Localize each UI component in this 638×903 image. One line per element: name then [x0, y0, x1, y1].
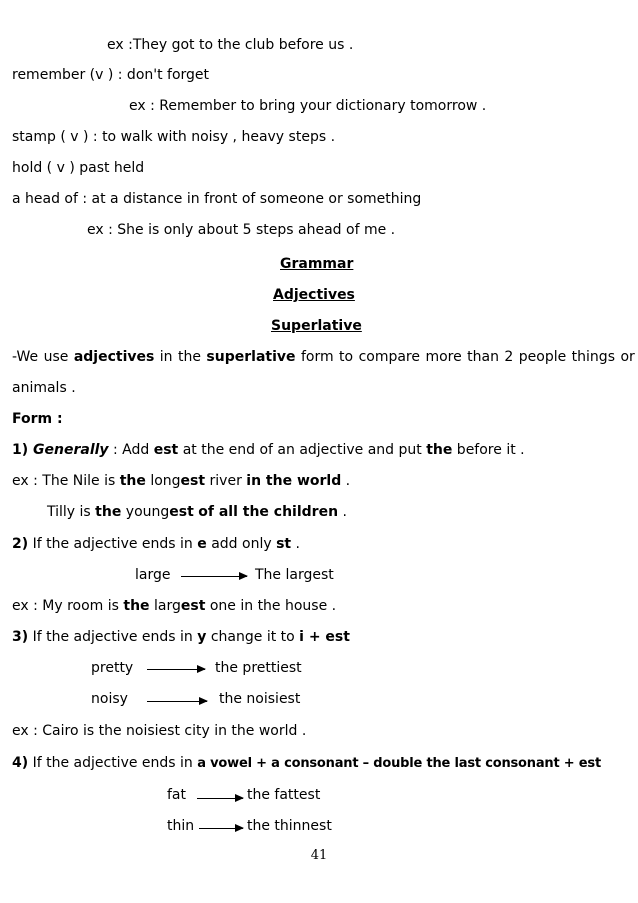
ex-keyword: the: [95, 504, 122, 520]
pair-to: the prettiest: [215, 660, 302, 676]
rule-keyword: a vowel + a consonant – double the last consonant + est: [197, 756, 601, 771]
ex-text: Tilly is: [47, 504, 96, 520]
arrow-icon: [197, 798, 243, 799]
ex-keyword: in the world: [246, 473, 342, 489]
intro-keyword: adjectives: [73, 349, 155, 365]
rule-text: change it to: [206, 629, 300, 645]
example-tilly: [47, 503, 347, 521]
form-label: Form :: [12, 411, 63, 427]
ex-keyword: the: [119, 473, 146, 489]
ex-text: .: [341, 473, 351, 489]
ex-text: long: [145, 473, 181, 489]
arrow-icon: [199, 828, 243, 829]
example-nile: [12, 472, 350, 490]
ex-text: one in the house .: [205, 598, 337, 614]
arrow-icon: [181, 576, 247, 577]
ex-text: river: [205, 473, 247, 489]
example-cairo: ex : Cairo is the noisiest city in the world .: [12, 723, 307, 739]
rule-keyword: st: [276, 536, 292, 552]
rule-text: add only: [206, 536, 277, 552]
rule-2: [12, 535, 300, 553]
rule-text: If the adjective ends in: [28, 536, 198, 552]
pair-from: pretty: [91, 660, 134, 676]
rule-text: at the end of an adjective and put: [178, 442, 427, 458]
intro-line-cont: animals .: [12, 380, 76, 396]
ex-text: .: [338, 504, 347, 520]
pair-from: noisy: [91, 691, 128, 707]
rule-1: [12, 441, 525, 459]
vocab-line: stamp ( v ) : to walk with noisy , heavy steps .: [12, 129, 336, 145]
example-room: [12, 597, 336, 615]
pair-to: the noisiest: [219, 691, 301, 707]
ex-keyword: est: [169, 504, 194, 520]
example-line: ex : Remember to bring your dictionary tomorrow .: [129, 98, 487, 114]
rule-number: 4): [12, 755, 29, 771]
rule-text: .: [291, 536, 301, 552]
rule-keyword: est: [153, 442, 179, 458]
arrow-icon: [147, 701, 207, 702]
rule-text: before it .: [452, 442, 525, 458]
ex-keyword: est: [180, 473, 206, 489]
vocab-line: hold ( v ) past held: [12, 160, 145, 176]
intro-keyword: superlative: [206, 349, 296, 365]
rule-keyword: y: [197, 629, 207, 645]
vocab-line: a head of : at a distance in front of someone or something: [12, 191, 422, 207]
arrow-icon: [147, 669, 205, 670]
page-number: 41: [310, 848, 328, 863]
heading-superlative: Superlative: [271, 318, 362, 334]
pair-from: large: [135, 567, 171, 583]
example-line: ex :They got to the club before us .: [107, 37, 354, 53]
example-line: ex : She is only about 5 steps ahead of me .: [87, 222, 396, 238]
rule-keyword: e: [197, 536, 207, 552]
ex-text: larg: [149, 598, 181, 614]
intro-text: form to compare more than 2 people things or: [295, 349, 635, 365]
ex-keyword: of all the children: [198, 504, 339, 520]
ex-keyword: the: [123, 598, 150, 614]
pair-to: The largest: [255, 567, 334, 583]
intro-text: in the: [154, 349, 207, 365]
intro-line: [12, 348, 635, 366]
rule-keyword: the: [426, 442, 453, 458]
ex-text: young: [121, 504, 170, 520]
heading-adjectives: Adjectives: [273, 287, 355, 303]
rule-name: Generally: [33, 442, 109, 458]
vocab-line: remember (v ) : don't forget: [12, 67, 210, 83]
pair-to: the thinnest: [247, 818, 332, 834]
pair-from: fat: [167, 787, 186, 803]
rule-4: [12, 754, 601, 773]
heading-grammar: Grammar: [280, 256, 354, 272]
rule-3: [12, 628, 350, 646]
pair-from: thin: [167, 818, 195, 834]
ex-keyword: est: [180, 598, 206, 614]
rule-number: 2): [12, 536, 29, 552]
rule-number: 1): [12, 442, 34, 458]
rule-number: 3): [12, 629, 29, 645]
pair-to: the fattest: [247, 787, 321, 803]
rule-keyword: i + est: [299, 629, 350, 645]
intro-text: -We use: [12, 349, 74, 365]
rule-text: If the adjective ends in: [28, 629, 198, 645]
rule-text: If the adjective ends in: [28, 755, 198, 771]
ex-text: ex : My room is: [12, 598, 124, 614]
rule-text: : Add: [108, 442, 154, 458]
ex-text: ex : The Nile is: [12, 473, 120, 489]
